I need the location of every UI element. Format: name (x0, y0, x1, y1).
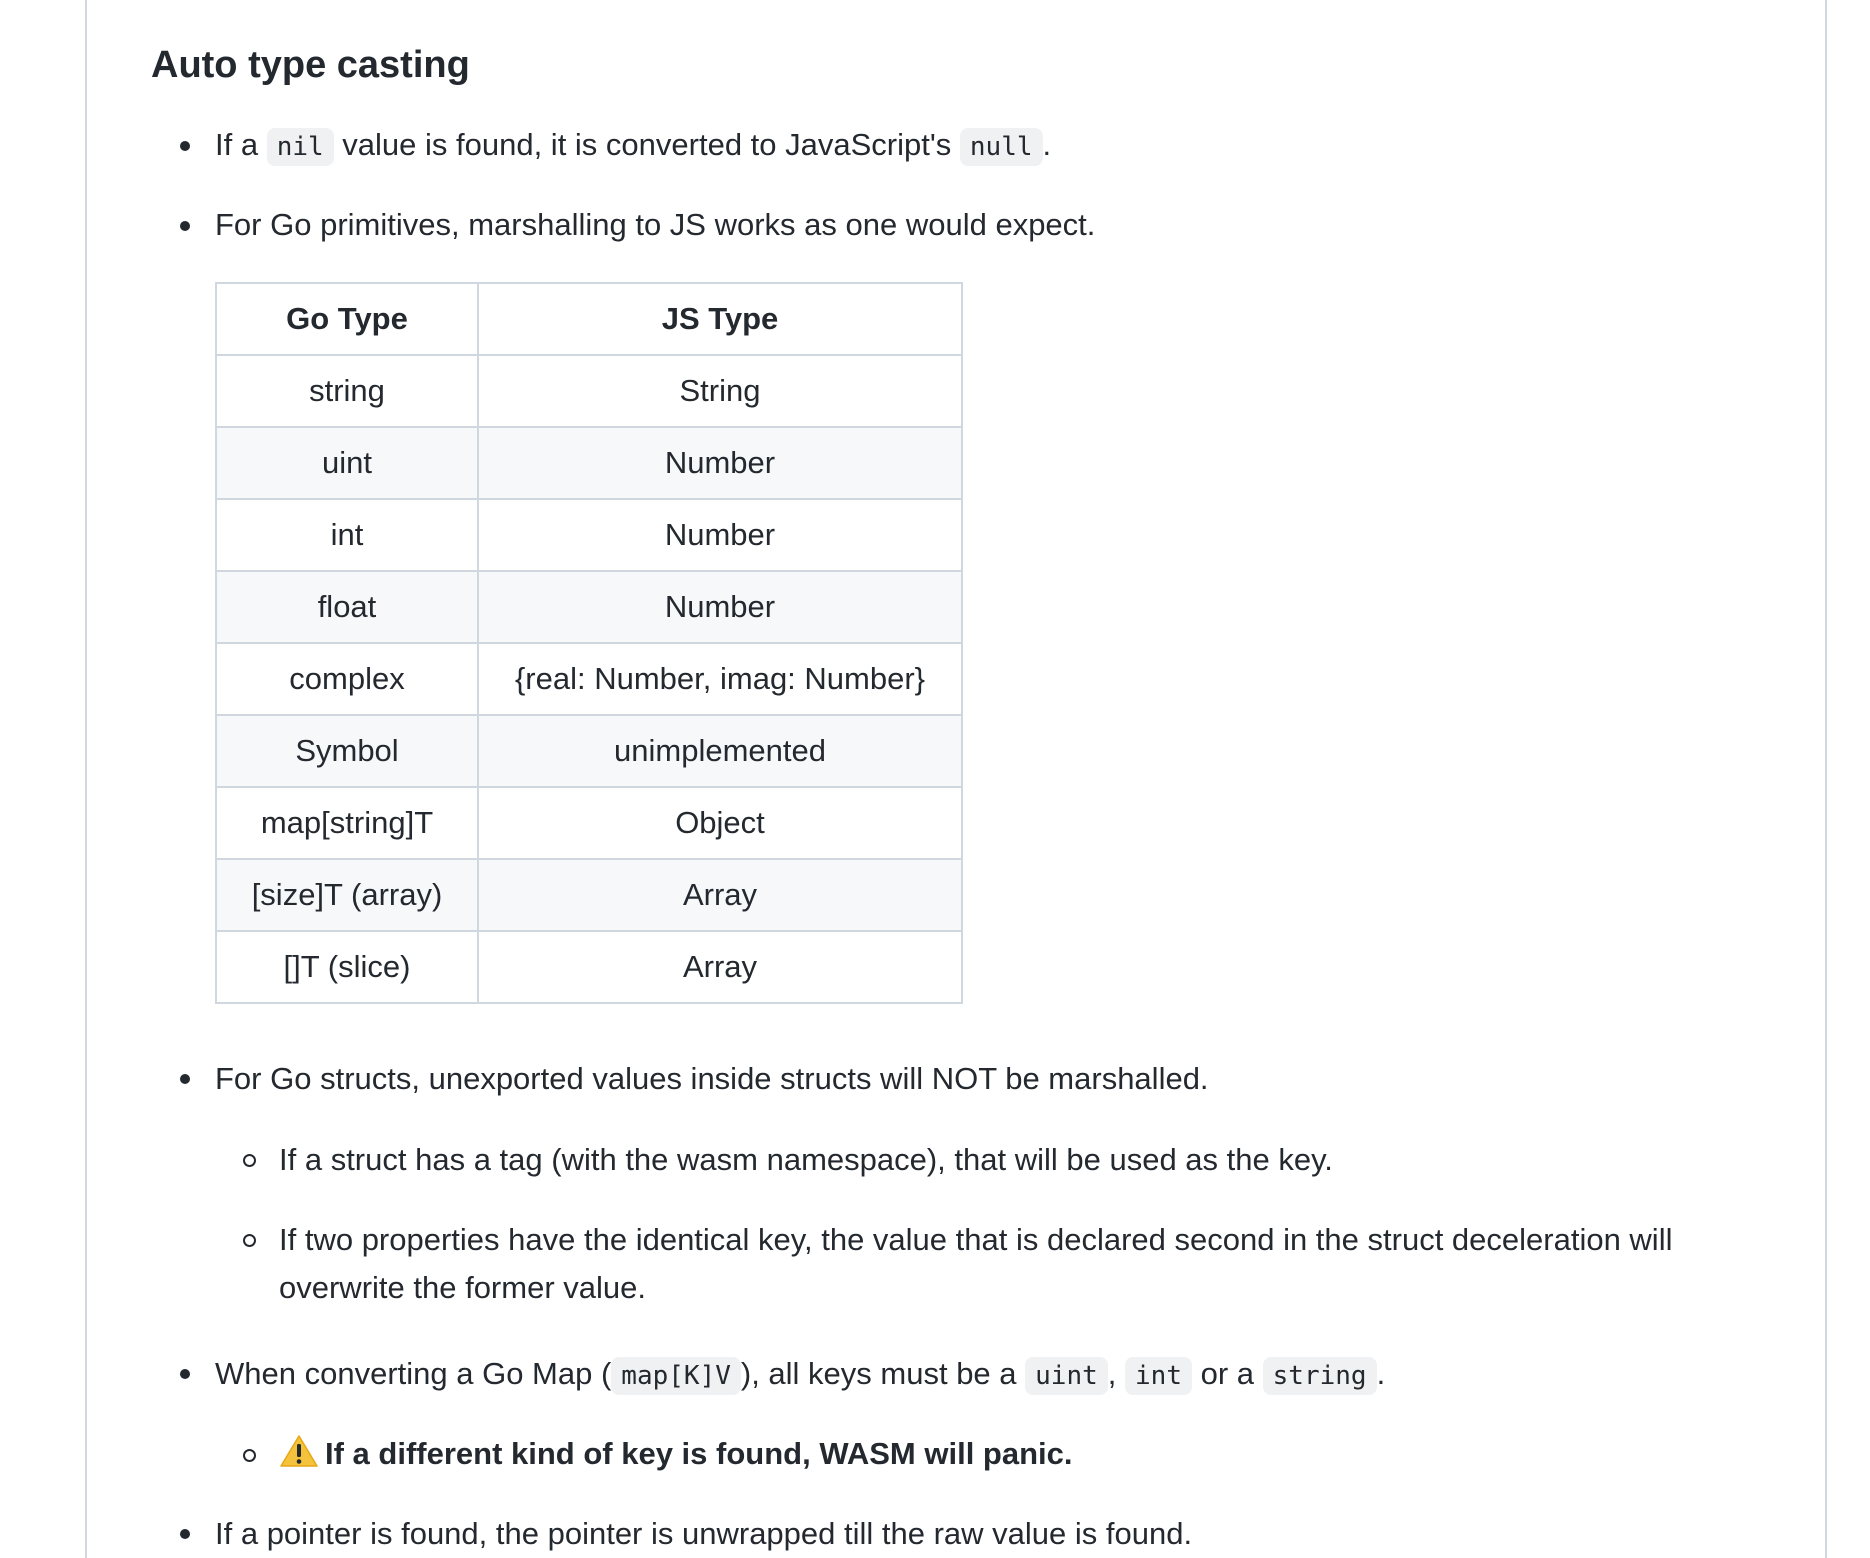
table-row (216, 643, 962, 715)
go-type-cell: Symbol (216, 715, 478, 787)
bullet-icon (180, 221, 190, 231)
go-type-cell: complex (216, 643, 478, 715)
text: . (1042, 127, 1052, 162)
inline-code-null: null (960, 128, 1043, 166)
section-heading: Auto type casting (151, 44, 470, 86)
list-item-nil (215, 121, 1051, 171)
table-row (216, 859, 962, 931)
list-item-map (215, 1350, 1385, 1400)
go-type-cell: float (216, 571, 478, 643)
warning-icon (279, 1434, 319, 1468)
bullet-icon (180, 141, 190, 151)
bullet-icon (180, 1074, 190, 1084)
sub-bullet-icon (243, 1449, 256, 1462)
header-go-type: Go Type (216, 283, 478, 355)
js-type-cell: Array (478, 859, 962, 931)
list-item-primitives: For Go primitives, marshalling to JS works as one would expect. (215, 207, 1096, 242)
go-type-cell: map[string]T (216, 787, 478, 859)
text: value is found, it is converted to JavaScript's (333, 127, 960, 162)
text: When converting a Go Map ( (215, 1356, 612, 1391)
sub-item-identical-key: If two properties have the identical key, the value that is declared second in the struct deceleration will overwrite the former value. (279, 1222, 1673, 1305)
warning-text: If a different kind of key is found, WASM will panic. (325, 1436, 1073, 1471)
sub-item-struct-tag: If a struct has a tag (with the wasm namespace), that will be used as the key. (279, 1142, 1333, 1177)
header-js-type: JS Type (478, 283, 962, 355)
sub-bullet-icon (243, 1234, 256, 1247)
table-row (216, 931, 962, 1003)
inline-code-uint: uint (1025, 1357, 1108, 1395)
js-type-cell: {real: Number, imag: Number} (478, 643, 962, 715)
js-type-cell: Number (478, 499, 962, 571)
sub-item-warning (279, 1430, 1073, 1478)
js-type-cell: unimplemented (478, 715, 962, 787)
table-header-row (216, 283, 962, 355)
text: , (1107, 1356, 1126, 1391)
table-row (216, 427, 962, 499)
js-type-cell: String (478, 355, 962, 427)
text: . (1376, 1356, 1386, 1391)
table-row (216, 499, 962, 571)
inline-code-string: string (1263, 1357, 1377, 1395)
go-type-cell: string (216, 355, 478, 427)
go-type-cell: []T (slice) (216, 931, 478, 1003)
sub-bullet-icon (243, 1154, 256, 1167)
list-item-structs: For Go structs, unexported values inside structs will NOT be marshalled. (215, 1061, 1209, 1096)
inline-code-int: int (1125, 1357, 1192, 1395)
inline-code-map: map[K]V (611, 1357, 741, 1395)
list-item-pointer: If a pointer is found, the pointer is unwrapped till the raw value is found. (215, 1516, 1193, 1551)
bullet-icon (180, 1369, 190, 1379)
text: If a (215, 127, 267, 162)
type-mapping-table (215, 282, 963, 1004)
text: ), all keys must be a (740, 1356, 1026, 1391)
go-type-cell: [size]T (array) (216, 859, 478, 931)
bullet-icon (180, 1529, 190, 1539)
table-row (216, 355, 962, 427)
js-type-cell: Number (478, 571, 962, 643)
go-type-cell: int (216, 499, 478, 571)
js-type-cell: Number (478, 427, 962, 499)
js-type-cell: Object (478, 787, 962, 859)
go-type-cell: uint (216, 427, 478, 499)
table-row (216, 787, 962, 859)
inline-code-nil: nil (267, 128, 334, 166)
js-type-cell: Array (478, 931, 962, 1003)
text: or a (1191, 1356, 1263, 1391)
table-row (216, 571, 962, 643)
table-row (216, 715, 962, 787)
